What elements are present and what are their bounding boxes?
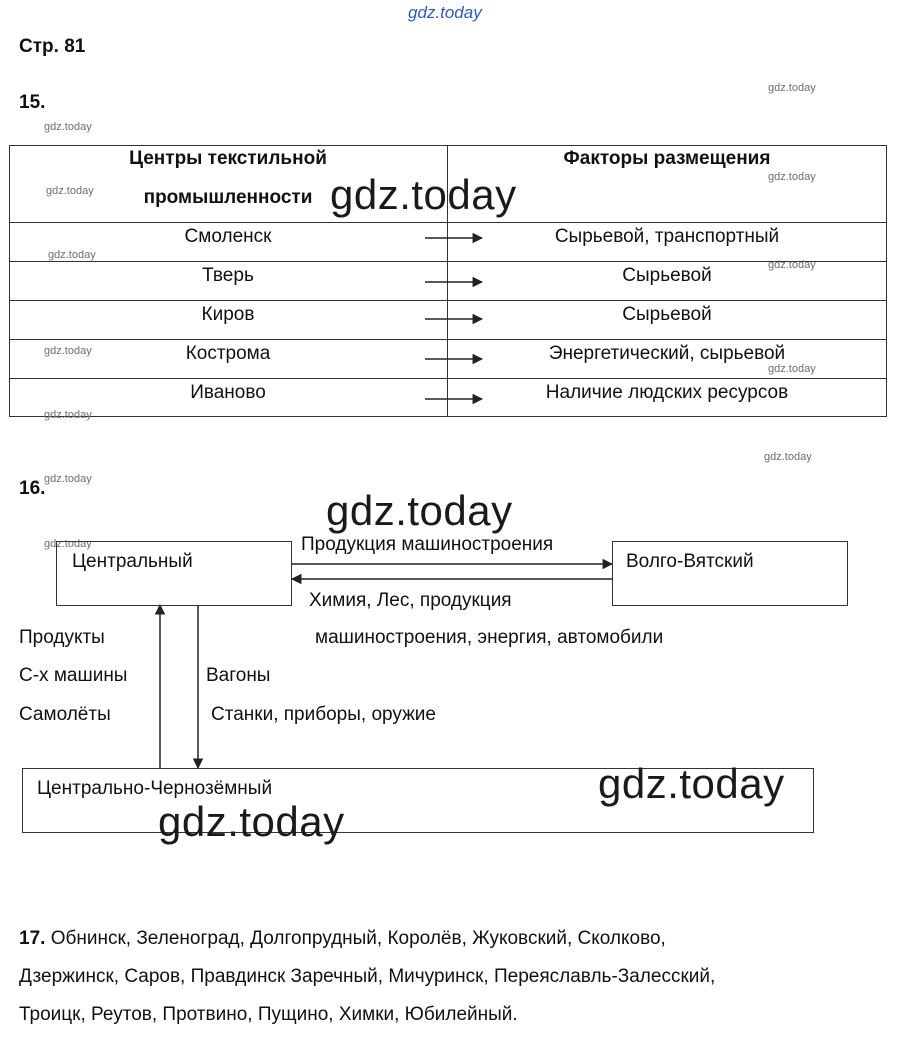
task-17-line-1 [19, 920, 666, 958]
region-label-chernozem: Центрально-Чернозёмный [37, 778, 273, 799]
flow-label-up-2: С-х машины [19, 665, 128, 686]
table-cell-center: Иваново [190, 382, 266, 403]
region-box-volga [612, 541, 848, 606]
flow-label-from-volga-2: машиностроения, энергия, автомобили [315, 627, 664, 648]
watermark-small: gdz.today [46, 185, 94, 197]
task-15-number: 15. [19, 92, 46, 113]
table-cell-factor: Сырьевой [622, 304, 712, 325]
table-cell-center: Кострома [185, 343, 271, 364]
watermark-small: gdz.today [768, 363, 816, 375]
task-17-text-1: Обнинск, Зеленоград, Долгопрудный, Королёв, Жуковский, Сколково, [50, 928, 666, 949]
table-cell-center: Киров [201, 304, 255, 325]
watermark-small: gdz.today [44, 409, 92, 421]
table-cell-factor: Наличие людских ресурсов [545, 382, 789, 403]
table-cell-factor: Энергетический, сырьевой [548, 343, 786, 364]
region-box-central [56, 541, 292, 606]
watermark-big: gdz.today [330, 171, 517, 218]
watermark-big: gdz.today [326, 487, 513, 534]
header-centers-line1: Центры текстильной [129, 148, 327, 169]
watermark-small: gdz.today [44, 538, 92, 550]
flow-label-down-1: Вагоны [206, 665, 271, 686]
flow-label-to-volga: Продукция машиностроения [301, 534, 554, 555]
watermark-top: gdz.today [408, 3, 482, 22]
header-factors: Факторы размещения [563, 148, 771, 169]
watermark-small: gdz.today [768, 82, 816, 94]
flow-label-up-3: Самолёты [19, 704, 111, 725]
watermark-small: gdz.today [48, 249, 96, 261]
region-label-central: Центральный [72, 551, 193, 572]
table-cell-center: Смоленск [184, 226, 272, 247]
table-cell-factor: Сырьевой, транспортный [554, 226, 780, 247]
task-17-number: 17. [19, 928, 46, 949]
table-cell-factor: Сырьевой [622, 265, 712, 286]
task-16-number: 16. [19, 478, 46, 499]
flow-label-up-1: Продукты [19, 627, 105, 648]
region-label-volga: Волго-Вятский [626, 551, 754, 572]
flow-label-down-2: Станки, приборы, оружие [211, 704, 436, 725]
watermark-small: gdz.today [768, 259, 816, 271]
watermark-big: gdz.today [598, 760, 785, 807]
page-reference: Стр. 81 [19, 36, 86, 57]
watermark-small: gdz.today [44, 121, 92, 133]
watermark-big: gdz.today [158, 798, 345, 845]
watermark-small: gdz.today [764, 451, 812, 463]
task-17-line-3: Троицк, Реутов, Протвино, Пущино, Химки, Юбилейный. [19, 1004, 518, 1025]
watermark-small: gdz.today [44, 345, 92, 357]
task-17-line-2: Дзержинск, Саров, Правдинск Заречный, Мичуринск, Переяславль-Залесский, [19, 966, 716, 987]
header-centers-line2: промышленности [143, 187, 313, 208]
watermark-small: gdz.today [768, 171, 816, 183]
table-cell-center: Тверь [202, 265, 254, 286]
flow-label-from-volga-1: Химия, Лес, продукция [309, 590, 512, 611]
watermark-small: gdz.today [44, 473, 92, 485]
